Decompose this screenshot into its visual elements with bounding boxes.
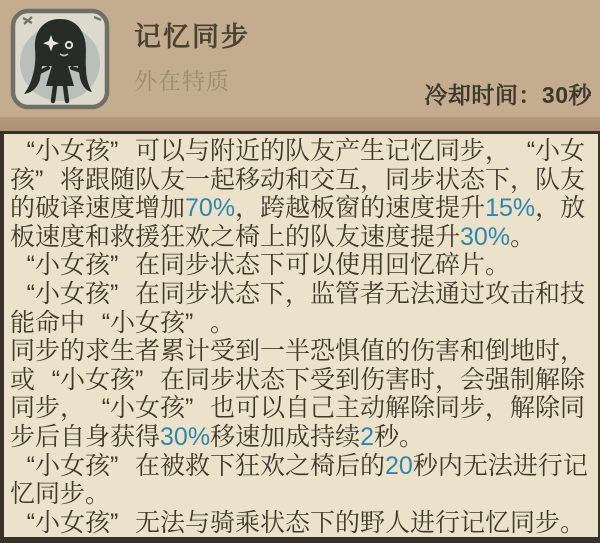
cooldown-text: 冷却时间：30秒 (424, 82, 592, 108)
trait-subtitle: 外在特质 (134, 68, 230, 94)
trait-description (4, 134, 598, 537)
trait-icon-frame (8, 6, 112, 112)
trait-header (0, 0, 600, 131)
little-girl-icon (8, 6, 112, 112)
description-paragraph: “小女孩” 无法与骑乘状态下的野人进行记忆同步。 (26, 508, 586, 537)
header-shade-band (0, 117, 600, 131)
title-block (134, 15, 250, 96)
description-paragraph: 同步的求生者累计受到一半恐惧值的伤害和倒地时，或 “小女孩” 在同步状态下受到伤害时，会强制解除同步， “小女孩” 也可以自己主动解除同步，解除同步后自身获得30%移速加成持续2秒。 (10, 337, 586, 451)
description-paragraph: “小女孩” 在同步状态下，监管者无法通过攻击和技能命中 “小女孩” 。 (10, 279, 586, 337)
trait-title: 记忆同步 (134, 22, 250, 52)
description-paragraph: “小女孩” 在被救下狂欢之椅后的20秒内无法进行记忆同步。 (10, 451, 588, 509)
description-paragraph: “小女孩” 在同步状态下可以使用回忆碎片。 (26, 251, 511, 280)
description-paragraph: “小女孩” 可以与附近的队友产生记忆同步， “小女孩” 将跟随队友一起移动和交互，同步状态下，队友的破译速度增加70%，跨越板窗的速度提升15%，放板速度和救援狂欢之椅上的队友速度提升30%。 (10, 137, 586, 251)
